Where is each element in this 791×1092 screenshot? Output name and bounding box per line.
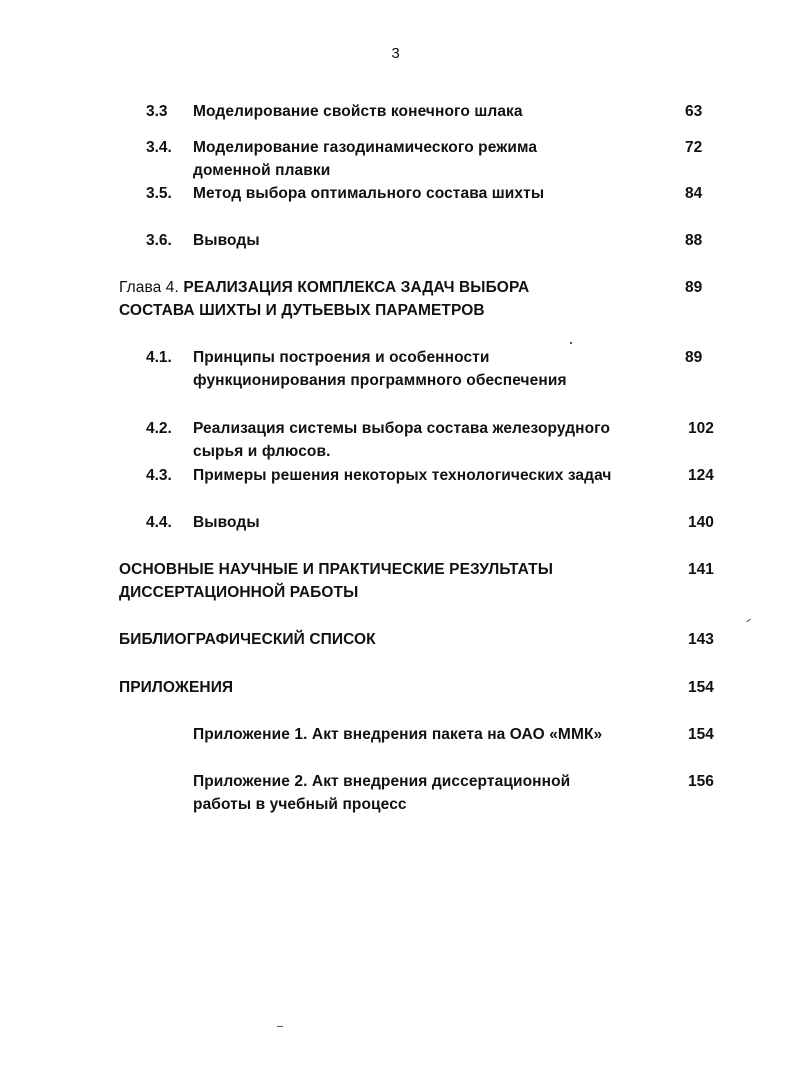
toc-chapter-4-line2: СОСТАВА ШИХТЫ И ДУТЬЕВЫХ ПАРАМЕТРОВ	[119, 302, 485, 319]
toc-page-3-5: 84	[685, 185, 703, 202]
toc-chapter-4-line1	[119, 276, 529, 299]
scan-speck	[570, 342, 572, 344]
toc-appendix-1: Приложение 1. Акт внедрения пакета на ОАО «ММК»	[193, 726, 603, 743]
chapter-title-line1: РЕАЛИЗАЦИЯ КОМПЛЕКСА ЗАДАЧ ВЫБОРА	[183, 279, 530, 296]
toc-number-3-4: 3.4.	[146, 139, 172, 156]
toc-number-3-3: 3.3	[146, 103, 168, 120]
toc-appendix-2-line2: работы в учебный процесс	[193, 796, 407, 813]
toc-page-4-4: 140	[688, 514, 714, 531]
toc-number-4-3: 4.3.	[146, 467, 172, 484]
toc-title-4-1-line2: функционирования программного обеспечения	[193, 372, 567, 389]
toc-title-4-2-line2: сырья и флюсов.	[193, 443, 331, 460]
toc-number-3-5: 3.5.	[146, 185, 172, 202]
toc-page-4-2: 102	[688, 420, 714, 437]
toc-number-4-4: 4.4.	[146, 514, 172, 531]
toc-page-appendix-2: 156	[688, 773, 714, 790]
toc-title-4-2-line1: Реализация системы выбора состава железорудного	[193, 420, 611, 437]
toc-bibliography: БИБЛИОГРАФИЧЕСКИЙ СПИСОК	[119, 631, 376, 648]
toc-page-4-3: 124	[688, 467, 714, 484]
toc-page-appendices: 154	[688, 679, 714, 696]
toc-title-4-1-line1: Принципы построения и особенности	[193, 349, 490, 366]
scan-speck	[746, 619, 751, 623]
toc-page-bibliography: 143	[688, 631, 714, 648]
toc-page-4-1: 89	[685, 349, 703, 366]
scan-speck	[277, 1026, 283, 1027]
toc-page-results: 141	[688, 561, 714, 578]
toc-results-line2: ДИССЕРТАЦИОННОЙ РАБОТЫ	[119, 584, 359, 601]
toc-title-3-5: Метод выбора оптимального состава шихты	[193, 185, 545, 202]
toc-number-4-1: 4.1.	[146, 349, 172, 366]
toc-number-4-2: 4.2.	[146, 420, 172, 437]
toc-title-4-4: Выводы	[193, 514, 260, 531]
chapter-prefix: Глава 4.	[119, 279, 179, 296]
toc-title-3-6: Выводы	[193, 232, 260, 249]
toc-page-appendix-1: 154	[688, 726, 714, 743]
toc-page-chapter-4: 89	[685, 279, 703, 296]
toc-results-line1: ОСНОВНЫЕ НАУЧНЫЕ И ПРАКТИЧЕСКИЕ РЕЗУЛЬТАТЫ	[119, 561, 553, 578]
toc-appendix-2-line1: Приложение 2. Акт внедрения диссертационной	[193, 773, 571, 790]
toc-page-3-6: 88	[685, 232, 703, 249]
toc-appendices: ПРИЛОЖЕНИЯ	[119, 679, 234, 696]
toc-page-3-3: 63	[685, 103, 703, 120]
toc-title-3-3: Моделирование свойств конечного шлака	[193, 103, 523, 120]
toc-title-4-3: Примеры решения некоторых технологических задач	[193, 467, 612, 484]
toc-title-3-4-line2: доменной плавки	[193, 162, 331, 179]
toc-number-3-6: 3.6.	[146, 232, 172, 249]
toc-title-3-4-line1: Моделирование газодинамического режима	[193, 139, 538, 156]
page-number: 3	[391, 45, 400, 62]
toc-page-3-4: 72	[685, 139, 703, 156]
